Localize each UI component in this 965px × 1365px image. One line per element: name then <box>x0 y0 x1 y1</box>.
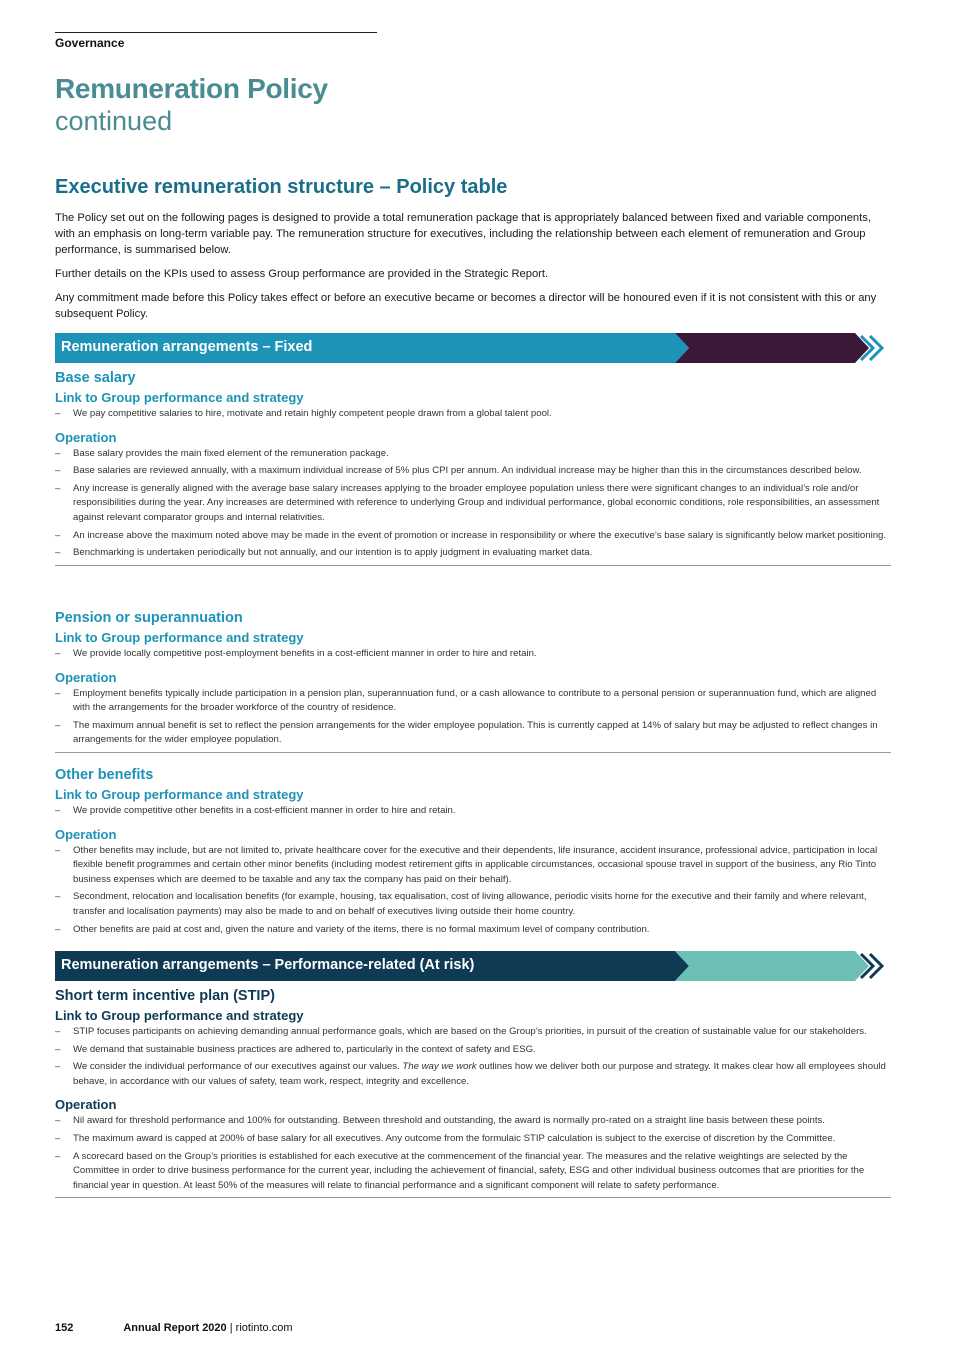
section-label: Governance <box>55 36 125 50</box>
values-text-pre: We consider the individual performance of our executives against our values. <box>73 1061 403 1073</box>
stip-section <box>55 988 891 1198</box>
stip-link-heading: Link to Group performance and strategy <box>55 1008 304 1023</box>
banner-performance <box>55 951 891 981</box>
pension-link-heading: Link to Group performance and strategy <box>55 630 304 645</box>
header-rule <box>55 32 377 33</box>
website-link[interactable]: riotinto.com <box>235 1322 293 1334</box>
pension-section <box>55 610 891 753</box>
page-title: Remuneration Policy <box>55 73 328 104</box>
list-item: – Benchmarking is undertaken periodically but not annually, and our intention is to apply judgment in evaluating market data. <box>55 546 891 561</box>
base-salary-section <box>55 370 891 566</box>
page-footer <box>55 1322 293 1334</box>
list-item: – A scorecard based on the Group’s priorities is established for each executive at the commencement of the financial year. The measures and the relative weightings are selected by the Committee in order to drive business performance for the current year, including the achievement of financial, safety, ESG and other individual business outcomes that are priorities for the financial year in question. At least 50% of the measures will relate to financial performance and a significant component will relate to safety performance. <box>55 1150 891 1194</box>
intro-text <box>55 210 891 330</box>
page-subtitle: continued <box>55 106 173 136</box>
the-way-we-work-title: The way we work <box>402 1061 477 1073</box>
list-item: – The maximum award is capped at 200% of base salary for all executives. Any outcome from the formulaic STIP calculation is subject to the exercise of discretion by the Committee. <box>55 1132 891 1147</box>
other-benefits-section <box>55 767 891 940</box>
stip-heading: Short term incentive plan (STIP) <box>55 988 275 1004</box>
list-item: – STIP focuses participants on achieving demanding annual performance goals, which are based on the Group’s priorities, in pursuit of the creation of sustainable value for our stakeholders. <box>55 1025 891 1040</box>
base-salary-operation-heading: Operation <box>55 429 117 445</box>
intro-paragraph: Further details on the KPIs used to assess Group performance are provided in the Strategic Report. <box>55 268 549 280</box>
divider <box>55 565 891 566</box>
list-item <box>55 1060 891 1089</box>
banner-performance-title: Remuneration arrangements – Performance-related (At risk) <box>61 957 475 973</box>
list-item: – Secondment, relocation and localisation benefits (for example, housing, tax equalisation, cost of living allowance, periodic visits home for the executive and their family and where relevant, transfer and localisation payments) may also be made to and on behalf of executives living outside their home country. <box>55 890 891 919</box>
other-benefits-link-heading: Link to Group performance and strategy <box>55 787 304 802</box>
pension-operation-heading: Operation <box>55 669 117 685</box>
list-item: – We demand that sustainable business practices are adhered to, particularly in the context of safety and ESG. <box>55 1043 891 1058</box>
base-salary-heading: Base salary <box>55 370 136 386</box>
other-benefits-operation-heading: Operation <box>55 826 117 842</box>
list-item: – Nil award for threshold performance and 100% for outstanding. Between threshold and outstanding, the award is normally pro-rated on a straight line basis between these points. <box>55 1114 891 1129</box>
stip-operation-heading: Operation <box>55 1097 117 1113</box>
list-item: – Base salaries are reviewed annually, with a maximum individual increase of 5% plus CPI per annum. An individual increase may be higher than this in the circumstances described below. <box>55 464 891 479</box>
list-item: – Base salary provides the main fixed element of the remuneration package. <box>55 447 891 462</box>
other-benefits-heading: Other benefits <box>55 767 154 783</box>
list-item: – Other benefits are paid at cost and, given the nature and variety of the items, there is no formal maximum level of company contribution. <box>55 923 891 938</box>
footer-separator: | <box>226 1322 236 1334</box>
list-item: – Employment benefits typically include participation in a pension plan, superannuation fund, or a cash allowance to contribute to a personal pension or superannuation fund, which are aligned with the arrangements for the broader workforce of the country of residence. <box>55 687 891 716</box>
list-item: – We provide locally competitive post-employment benefits in a cost-efficient manner in order to hire and retain. <box>55 647 891 662</box>
intro-paragraph: The Policy set out on the following pages is designed to provide a total remuneration package that is appropriately balanced between fixed and variable components, with an emphasis on long-term variable pay. The remuneration structure for executives, including the relationship between each element of remuneration and Group performance, is summarised below. <box>55 212 871 256</box>
list-item: – The maximum annual benefit is set to reflect the pension arrangements for the wider employee population. This is currently capped at 14% of salary but may be adjusted to reflect changes in arrangements for the wider employee population. <box>55 719 891 748</box>
section-heading: Executive remuneration structure – Policy table <box>55 176 508 198</box>
intro-paragraph: Any commitment made before this Policy takes effect or before an executive became or becomes a director will be honoured even if it is not consistent with this or any subsequent Policy. <box>55 292 877 320</box>
list-item: – We provide competitive other benefits in a cost-efficient manner in order to hire and retain. <box>55 804 891 819</box>
page-number: 152 <box>55 1322 74 1334</box>
banner-fixed <box>55 333 891 363</box>
list-item: – Any increase is generally aligned with the average base salary increases applying to the broader employee population unless there were significant changes to an individual’s role and/or responsibilities during the year. Any increases are determined with reference to underlying Group and individual performance, global economic conditions, role responsibilities, an assessment against relevant comparator groups and internal relativities. <box>55 482 891 526</box>
base-salary-link-heading: Link to Group performance and strategy <box>55 390 304 405</box>
values-text-post: outlines how we deliver both our purpose and strategy. It makes clear how all employees should behave, in accordance with our values of safety, team work, respect, integrity and excellence. <box>73 1061 886 1087</box>
banner-fixed-title: Remuneration arrangements – Fixed <box>61 339 313 355</box>
pension-heading: Pension or superannuation <box>55 610 243 626</box>
list-item: – We pay competitive salaries to hire, motivate and retain highly competent people drawn from a global talent pool. <box>55 407 891 422</box>
divider <box>55 752 891 753</box>
list-item: – An increase above the maximum noted above may be made in the event of promotion or increase in responsibility or where the executive’s base salary is significantly below market positioning. <box>55 529 891 544</box>
list-item: – Other benefits may include, but are not limited to, private healthcare cover for the executive and their dependents, life insurance, accident insurance, professional advice, participation in local flexible benefit programmes and certain other minor benefits (including modest retirement gifts in applicable circumstances, occasional spouse travel in support of the business, any Rio Tinto business expenses which are deemed to be taxable and any tax the company has paid on their behalf). <box>55 844 891 888</box>
report-name: Annual Report 2020 <box>123 1322 227 1334</box>
divider <box>55 1197 891 1198</box>
